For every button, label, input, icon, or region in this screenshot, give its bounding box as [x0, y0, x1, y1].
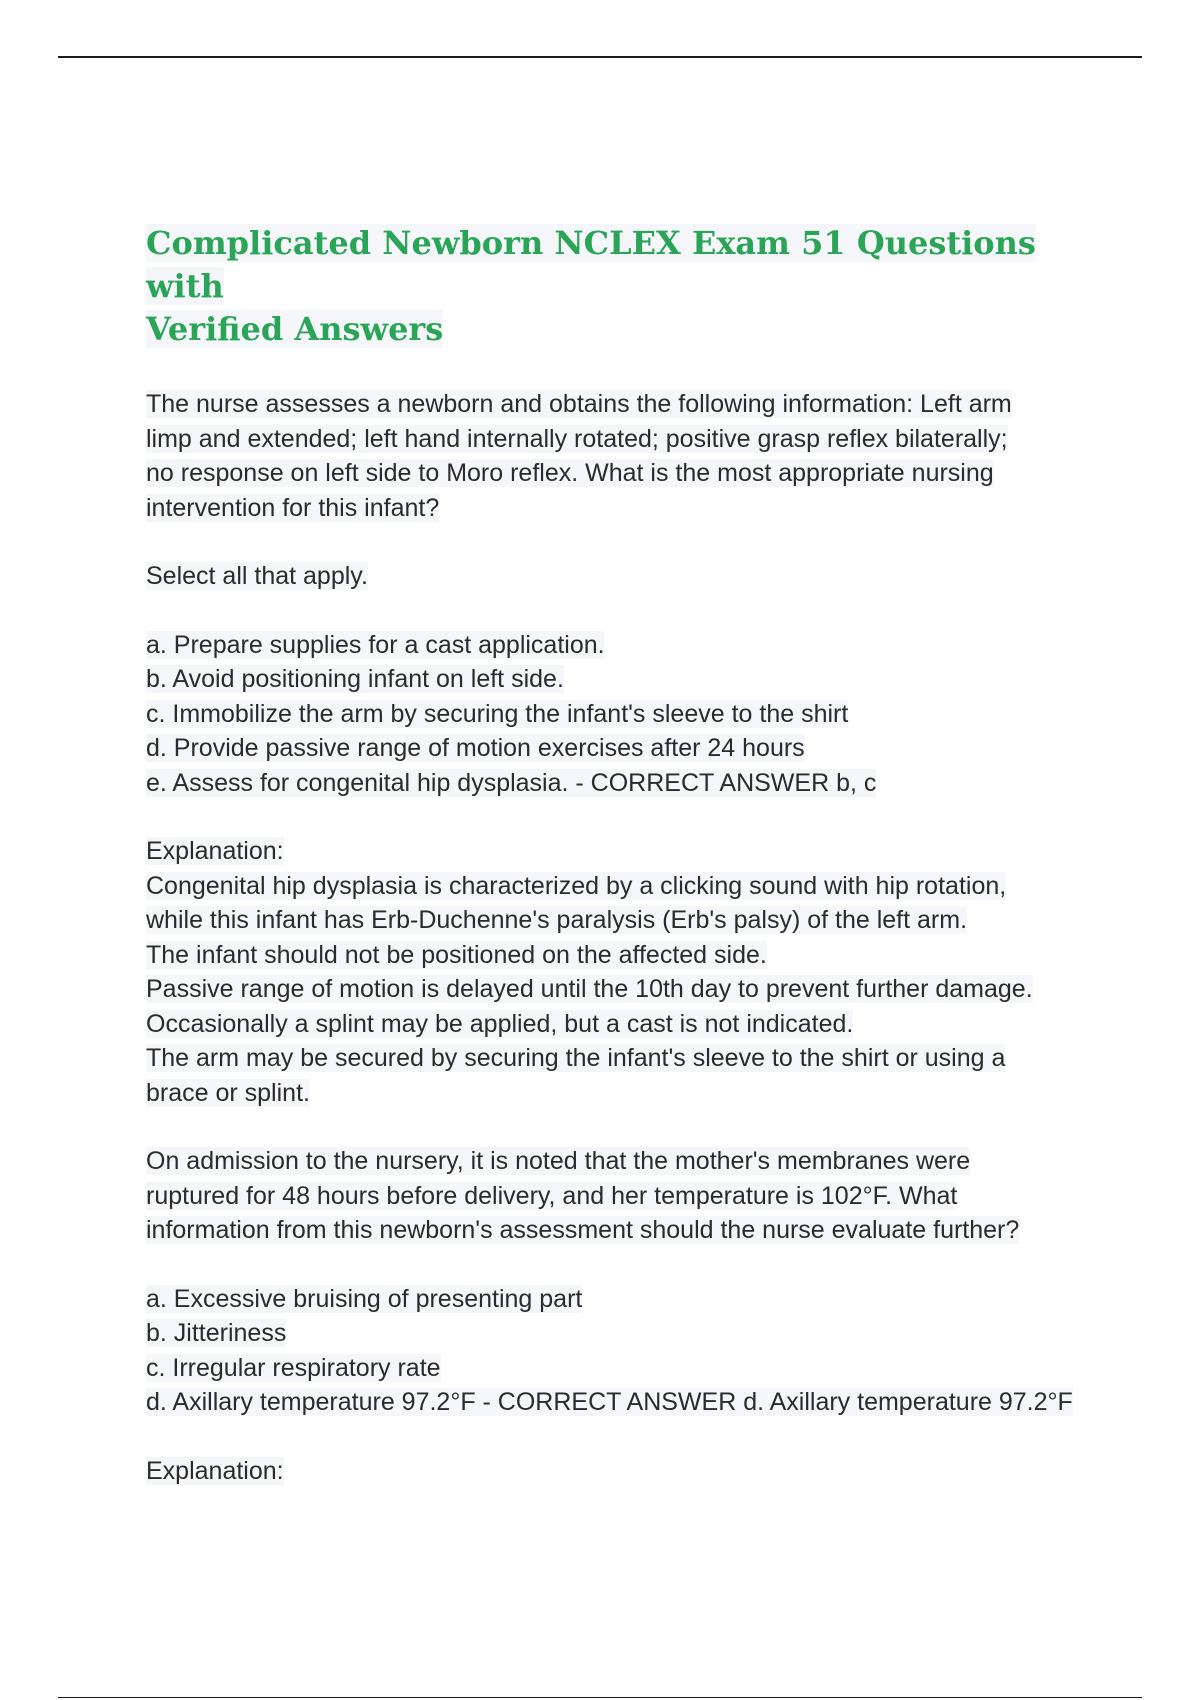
bottom-rule [58, 1697, 1142, 1698]
option-d: d. Provide passive range of motion exercises after 24 hours [146, 734, 805, 762]
explanation-label: Explanation: [146, 1456, 284, 1485]
text-line: Passive range of motion is delayed until the 10th day to prevent further damage. [146, 975, 1033, 1003]
title-line: Complicated Newborn NCLEX Exam 51 Questions with [146, 224, 1036, 305]
title-line: Verified Answers [146, 310, 444, 348]
question-1-instruction [146, 559, 1096, 594]
option-d-with-answer: d. Axillary temperature 97.2°F - CORRECT ANSWER d. Axillary temperature 97.2°F [146, 1388, 1073, 1416]
text-line: On admission to the nursery, it is noted that the mother's membranes were [146, 1147, 971, 1175]
question-2-options [146, 1282, 1096, 1420]
option-b: b. Jitteriness [146, 1319, 287, 1347]
option-a: a. Prepare supplies for a cast application. [146, 630, 605, 659]
option-c: c. Immobilize the arm by securing the infant's sleeve to the shirt [146, 699, 849, 728]
text-line: The infant should not be positioned on the affected side. [146, 940, 767, 969]
text-line: Select all that apply. [146, 562, 368, 590]
text-line: The nurse assesses a newborn and obtains the following information: Left arm [146, 390, 1012, 418]
text-line: ruptured for 48 hours before delivery, and her temperature is 102°F. What [146, 1181, 958, 1210]
document-title [146, 222, 1096, 351]
option-b: b. Avoid positioning infant on left side. [146, 665, 564, 693]
text-line: no response on left side to Moro reflex. What is the most appropriate nursing [146, 459, 994, 487]
text-line: while this infant has Erb-Duchenne's paralysis (Erb's palsy) of the left arm. [146, 906, 968, 934]
text-line: The arm may be secured by securing the infant's sleeve to the shirt or using a [146, 1044, 1006, 1072]
option-c: c. Irregular respiratory rate [146, 1353, 441, 1382]
text-line: limp and extended; left hand internally rotated; positive grasp reflex bilaterally; [146, 424, 1008, 453]
top-rule [58, 56, 1142, 58]
text-line: intervention for this infant? [146, 493, 440, 522]
question-2-stem [146, 1144, 1096, 1248]
option-a: a. Excessive bruising of presenting part [146, 1284, 583, 1313]
text-line: Congenital hip dysplasia is characterized by a clicking sound with hip rotation, [146, 871, 1007, 900]
explanation-label: Explanation: [146, 837, 284, 865]
question-1-options [146, 628, 1096, 801]
document-body [146, 222, 1096, 1522]
question-1-stem [146, 387, 1096, 525]
question-2-explanation [146, 1454, 1096, 1489]
text-line: Occasionally a splint may be applied, but a cast is not indicated. [146, 1009, 854, 1038]
option-e-with-answer: e. Assess for congenital hip dysplasia. - CORRECT ANSWER b, c [146, 768, 877, 797]
text-line: information from this newborn's assessment should the nurse evaluate further? [146, 1216, 1020, 1244]
question-1-explanation [146, 834, 1096, 1110]
text-line: brace or splint. [146, 1078, 310, 1107]
